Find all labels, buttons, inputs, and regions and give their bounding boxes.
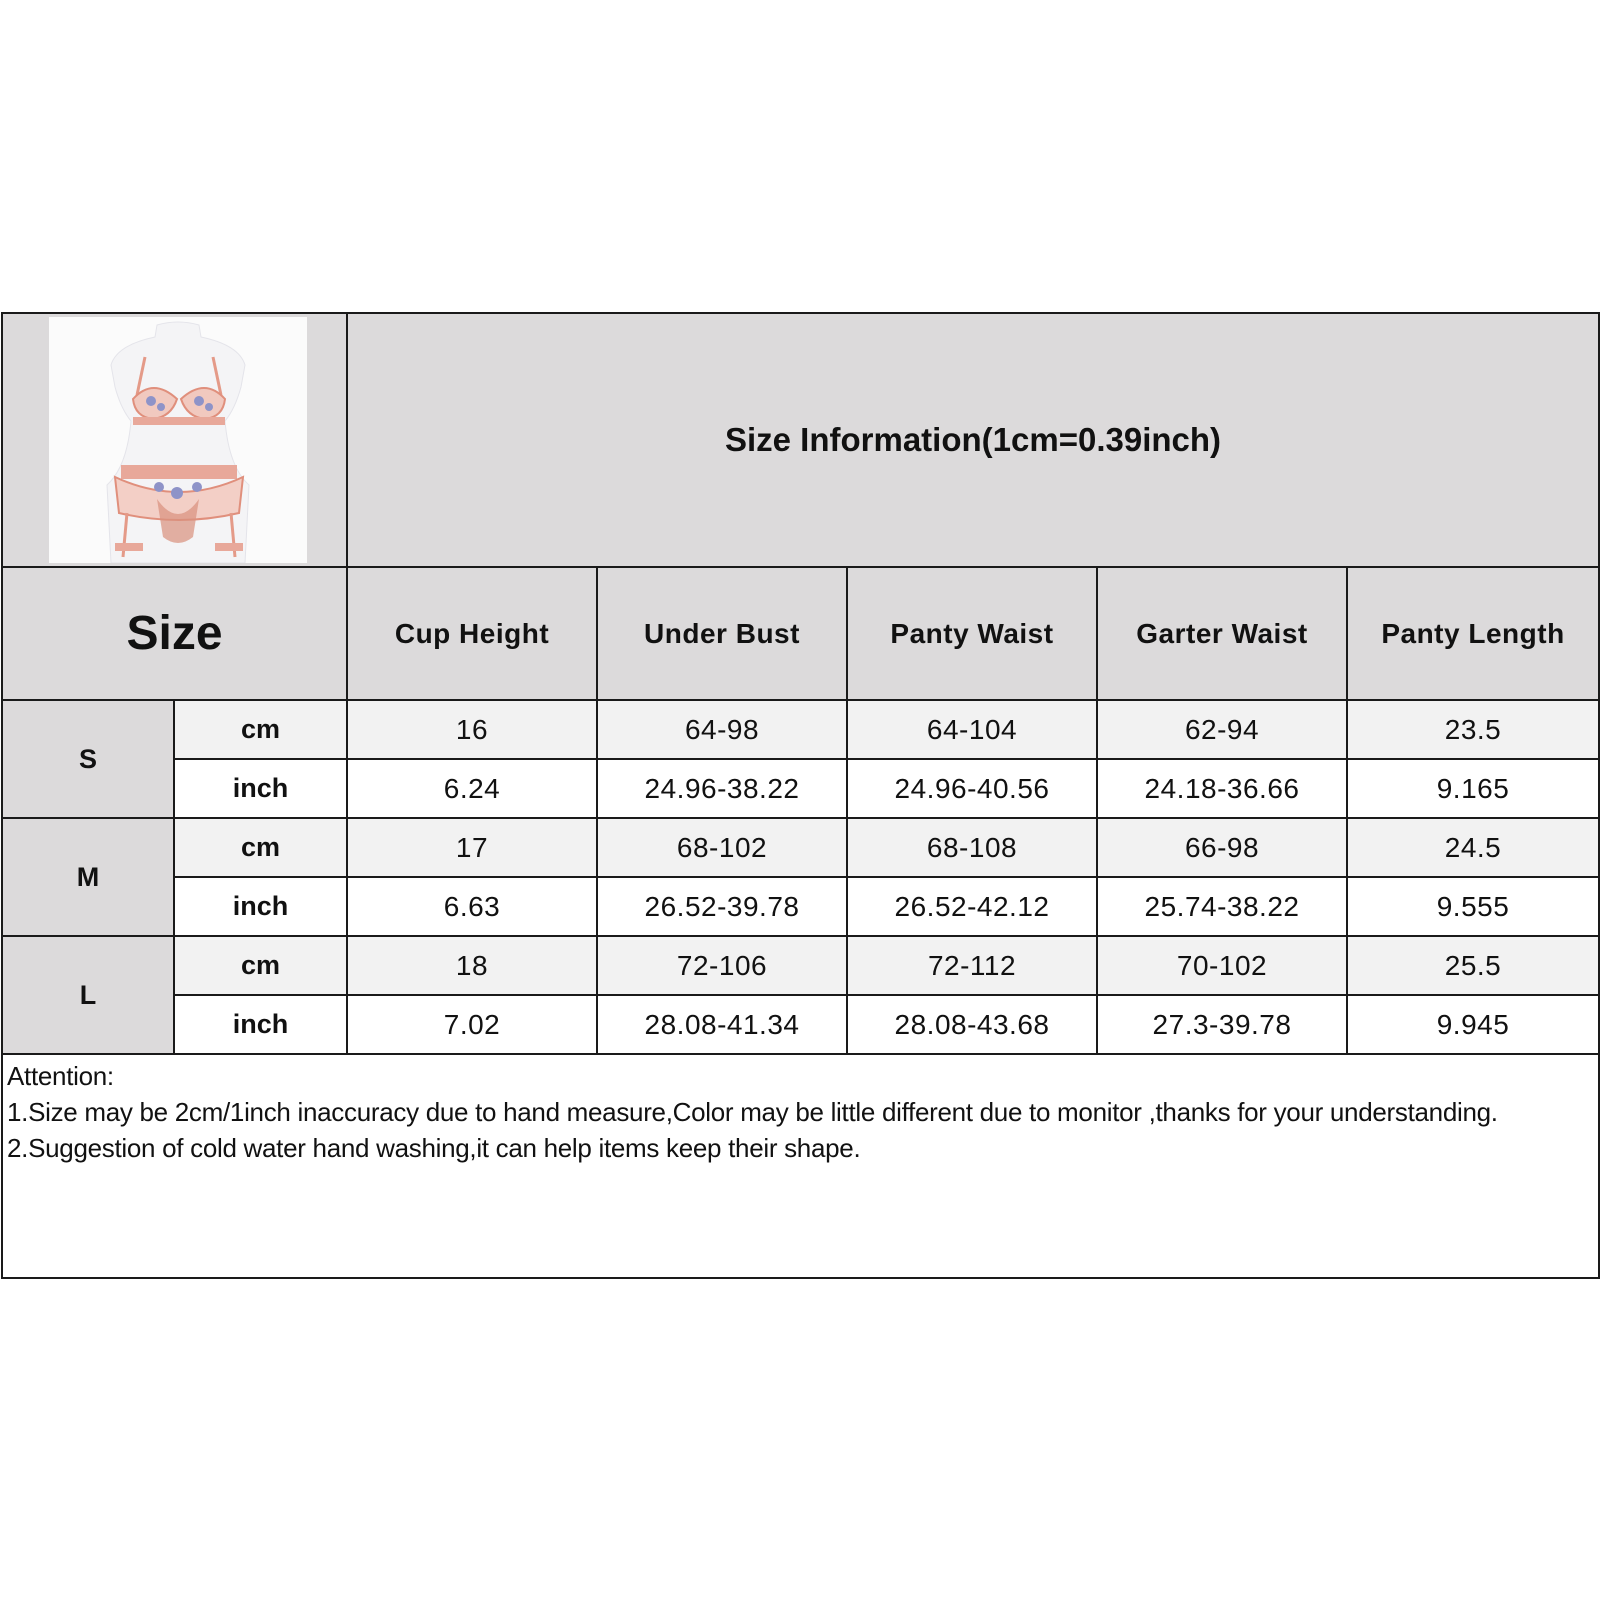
product-photo <box>49 317 307 563</box>
table-cell: 28.08-41.34 <box>597 995 847 1054</box>
unit-label: cm <box>174 700 347 759</box>
table-cell: 62-94 <box>1097 700 1347 759</box>
product-image-cell <box>2 313 347 567</box>
table-cell: 27.3-39.78 <box>1097 995 1347 1054</box>
unit-label: cm <box>174 818 347 877</box>
size-chart-table <box>1 312 1600 1279</box>
size-label-m: M <box>2 818 174 936</box>
table-row <box>2 700 1599 759</box>
column-header-cup-height: Cup Height <box>347 567 597 700</box>
unit-label: cm <box>174 936 347 995</box>
table-cell: 23.5 <box>1347 700 1599 759</box>
chart-title: Size Information(1cm=0.39inch) <box>347 313 1599 567</box>
table-cell: 70-102 <box>1097 936 1347 995</box>
table-cell: 72-112 <box>847 936 1097 995</box>
column-header-under-bust: Under Bust <box>597 567 847 700</box>
table-row <box>2 877 1599 936</box>
column-header-panty-waist: Panty Waist <box>847 567 1097 700</box>
size-column-header: Size <box>2 567 347 700</box>
notes-line-2: 2.Suggestion of cold water hand washing,it can help items keep their shape. <box>7 1133 861 1163</box>
table-cell: 68-102 <box>597 818 847 877</box>
table-cell: 26.52-39.78 <box>597 877 847 936</box>
notes-heading: Attention: <box>7 1061 114 1091</box>
table-row <box>2 995 1599 1054</box>
table-row <box>2 759 1599 818</box>
table-cell: 6.63 <box>347 877 597 936</box>
table-cell: 24.5 <box>1347 818 1599 877</box>
table-cell: 25.74-38.22 <box>1097 877 1347 936</box>
column-header-garter-waist: Garter Waist <box>1097 567 1347 700</box>
table-cell: 6.24 <box>347 759 597 818</box>
column-header-panty-length: Panty Length <box>1347 567 1599 700</box>
table-cell: 72-106 <box>597 936 847 995</box>
table-cell: 16 <box>347 700 597 759</box>
table-cell: 26.52-42.12 <box>847 877 1097 936</box>
table-cell: 66-98 <box>1097 818 1347 877</box>
table-cell: 24.96-40.56 <box>847 759 1097 818</box>
table-cell: 7.02 <box>347 995 597 1054</box>
table-cell: 18 <box>347 936 597 995</box>
table-cell: 17 <box>347 818 597 877</box>
table-cell: 9.165 <box>1347 759 1599 818</box>
table-row <box>2 818 1599 877</box>
table-cell: 9.945 <box>1347 995 1599 1054</box>
lingerie-mannequin-image <box>49 317 307 563</box>
unit-label: inch <box>174 759 347 818</box>
table-cell: 9.555 <box>1347 877 1599 936</box>
table-cell: 25.5 <box>1347 936 1599 995</box>
unit-label: inch <box>174 995 347 1054</box>
unit-label: inch <box>174 877 347 936</box>
table-cell: 64-104 <box>847 700 1097 759</box>
notes-line-1: 1.Size may be 2cm/1inch inaccuracy due to hand measure,Color may be little different due to monitor ,thanks for your understanding. <box>7 1097 1498 1127</box>
table-cell: 68-108 <box>847 818 1097 877</box>
size-label-l: L <box>2 936 174 1054</box>
table-cell: 64-98 <box>597 700 847 759</box>
table-cell: 24.18-36.66 <box>1097 759 1347 818</box>
attention-notes <box>2 1054 1599 1278</box>
size-label-s: S <box>2 700 174 818</box>
table-cell: 28.08-43.68 <box>847 995 1097 1054</box>
table-cell: 24.96-38.22 <box>597 759 847 818</box>
table-row <box>2 936 1599 995</box>
